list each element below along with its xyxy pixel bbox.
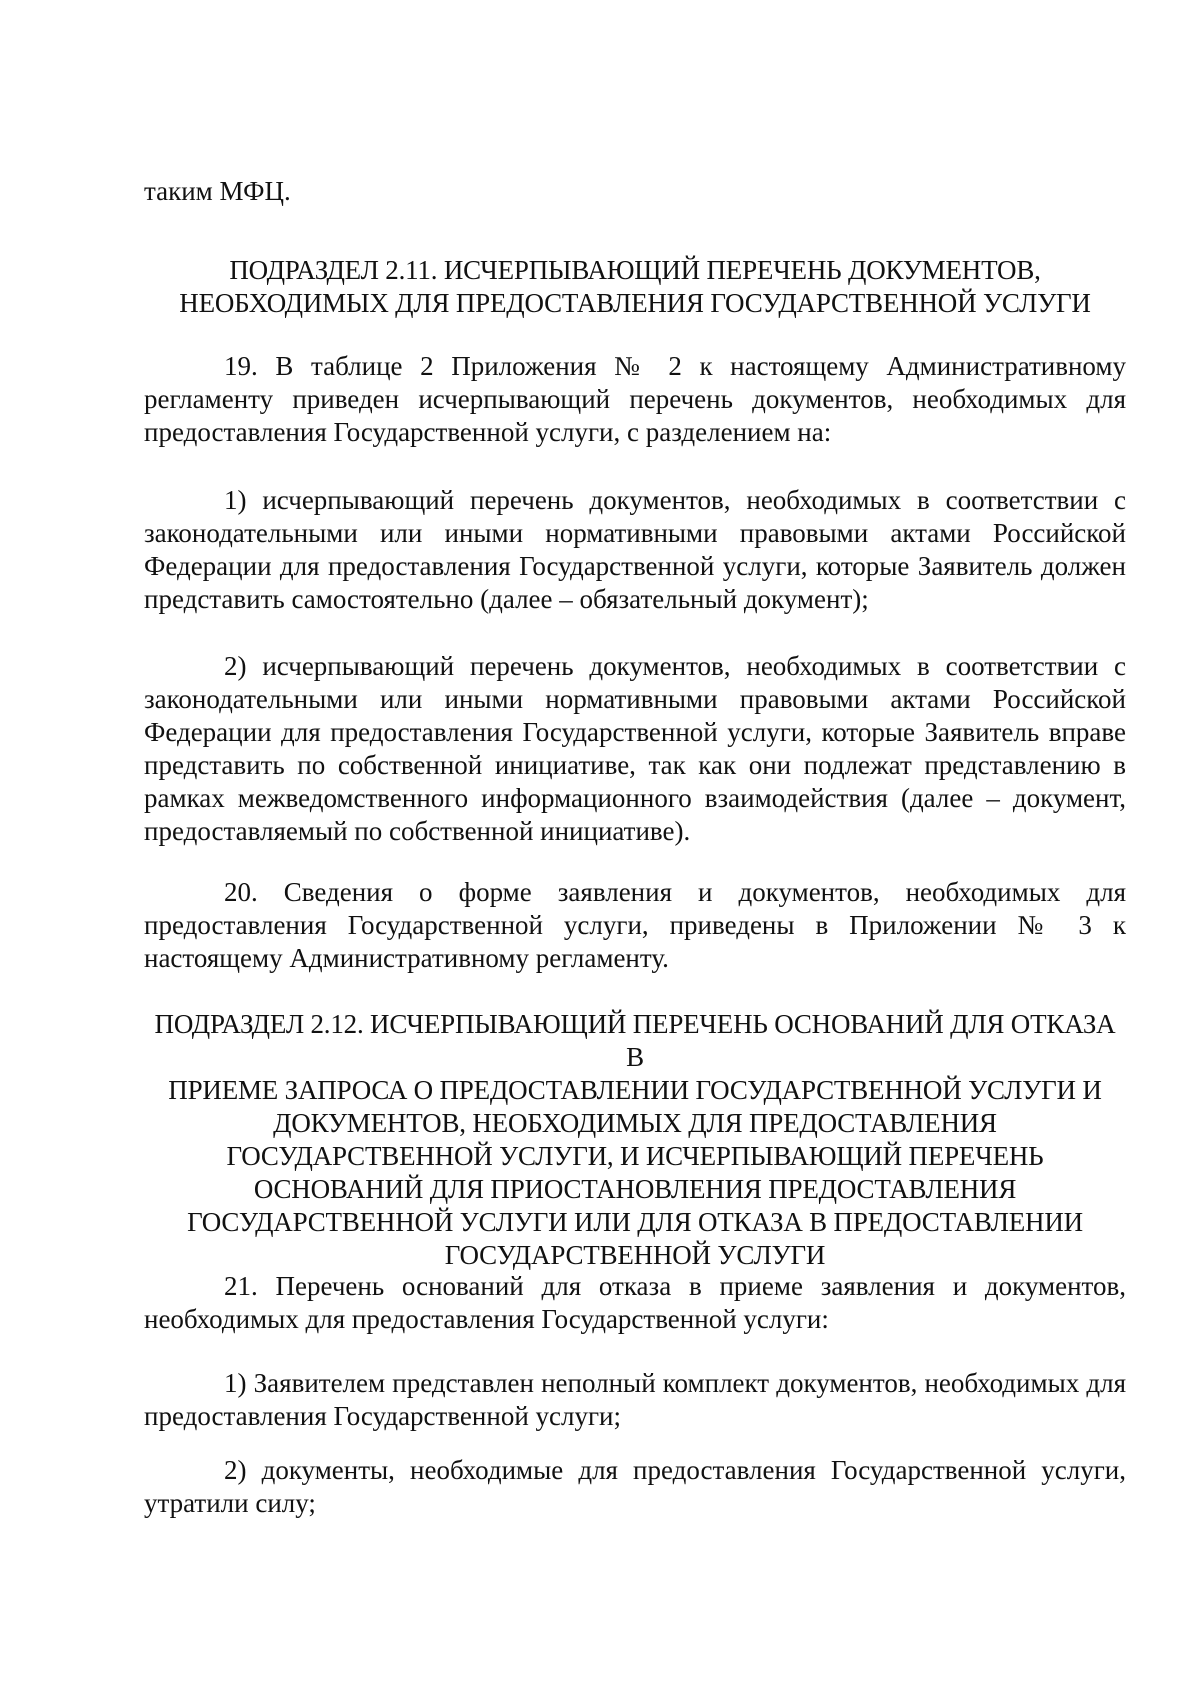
heading-line: ПОДРАЗДЕЛ 2.11. ИСЧЕРПЫВАЮЩИЙ ПЕРЕЧЕНЬ ДОКУМЕНТОВ, — [229, 255, 1041, 285]
paragraph-20: 20. Сведения о форме заявления и документов, необходимых для предоставления Государственной услуги, приведены в Приложении № 3 к настоящему Административному регламенту. — [144, 877, 1126, 973]
heading-line: ГОСУДАРСТВЕННОЙ УСЛУГИ ИЛИ ДЛЯ ОТКАЗА В ПРЕДОСТАВЛЕНИИ — [187, 1207, 1083, 1237]
heading-subsection-2-12 — [144, 1008, 1126, 1272]
heading-line: ПРИЕМЕ ЗАПРОСА О ПРЕДОСТАВЛЕНИИ ГОСУДАРСТВЕННОЙ УСЛУГИ И — [168, 1075, 1102, 1105]
paragraph-19-item-1: 1) исчерпывающий перечень документов, необходимых в соответствии с законодательными или иными нормативными правовыми актами Российской Федерации для предоставления Государственной услуги, которые Заявитель должен представить самостоятельно (далее – обязательный документ); — [144, 485, 1126, 614]
heading-line: ГОСУДАРСТВЕННОЙ УСЛУГИ, И ИСЧЕРПЫВАЮЩИЙ ПЕРЕЧЕНЬ — [226, 1141, 1044, 1171]
heading-line: ДОКУМЕНТОВ, НЕОБХОДИМЫХ ДЛЯ ПРЕДОСТАВЛЕНИЯ — [273, 1108, 997, 1138]
paragraph-19: 19. В таблице 2 Приложения № 2 к настоящему Административному регламенту приведен исчерпывающий перечень документов, необходимых для предоставления Государственной услуги, с разделением на: — [144, 351, 1126, 447]
paragraph-21: 21. Перечень оснований для отказа в приеме заявления и документов, необходимых для предоставления Государственной услуги: — [144, 1271, 1126, 1334]
heading-line: ГОСУДАРСТВЕННОЙ УСЛУГИ — [444, 1240, 826, 1270]
heading-line: ОСНОВАНИЙ ДЛЯ ПРИОСТАНОВЛЕНИЯ ПРЕДОСТАВЛЕНИЯ — [253, 1174, 1017, 1204]
paragraph-21-item-2: 2) документы, необходимые для предоставления Государственной услуги, утратили силу; — [144, 1455, 1126, 1518]
continuation-text: таким МФЦ. — [144, 176, 291, 206]
paragraph-21-item-1: 1) Заявителем представлен неполный комплект документов, необходимых для предоставления Государственной услуги; — [144, 1368, 1126, 1431]
paragraph-19-item-2: 2) исчерпывающий перечень документов, необходимых в соответствии с законодательными или иными нормативными правовыми актами Российской Федерации для предоставления Государственной услуги, которые Заявитель вправе представить по собственной инициативе, так как они подлежат представлению в рамках межведомственного информационного взаимодействия (далее – документ, предоставляемый по собственной инициативе). — [144, 651, 1126, 846]
heading-subsection-2-11 — [144, 254, 1126, 320]
heading-line: НЕОБХОДИМЫХ ДЛЯ ПРЕДОСТАВЛЕНИЯ ГОСУДАРСТВЕННОЙ УСЛУГИ — [179, 288, 1091, 318]
heading-line: ПОДРАЗДЕЛ 2.12. ИСЧЕРПЫВАЮЩИЙ ПЕРЕЧЕНЬ ОСНОВАНИЙ ДЛЯ ОТКАЗА В — [154, 1009, 1116, 1072]
